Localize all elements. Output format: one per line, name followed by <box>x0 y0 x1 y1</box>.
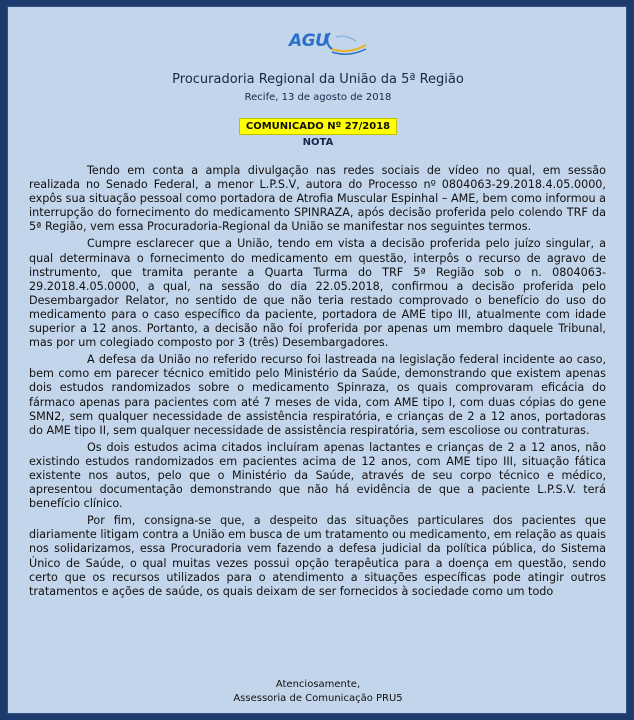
closing-signature: Assessoria de Comunicação PRU5 <box>233 693 403 704</box>
paragraph: Tendo em conta a ampla divulgação nas redes sociais de vídeo no qual, em sessão realizada no Senado Federal, a menor L.P.S.V, autora do Processo nº 0804063-29.2018.4.05.0000, expôs sua situação pessoal como portadora de Atrofia Muscular Espinhal – AME, bem como informou a interrupção do fornecimento do medicamento SPINRAZA, após decisão proferida pelo colendo TRF da 5ª Região, vem essa Procuradoria-Regional da União se manifestar nos seguintes termos. <box>29 164 606 234</box>
agu-logo-wave-icon <box>286 27 368 59</box>
document-page <box>7 6 627 714</box>
document-subtitle: NOTA <box>302 137 334 148</box>
document-date: Recife, 13 de agosto de 2018 <box>244 92 392 103</box>
agu-logo <box>286 27 368 59</box>
office-title: Procuradoria Regional da União da 5ª Região <box>172 72 464 87</box>
closing-salutation: Atenciosamente, <box>275 679 361 690</box>
paragraph: Por fim, consigna-se que, a despeito das situações particulares dos pacientes que diariamente litigam contra a União em busca de um tratamento ou medicamento, em relação as quais nos solidarizamos, essa Procuradoria vem fazendo a defesa judicial da política pública, do Sistema Único de Saúde, o qual muitas vezes possui opção terapêutica para a doença em questão, sendo certo que os recursos utilizados para o atendimento a situações específicas pode atingir outros tratamentos e ações de saúde, os quais deixam de ser fornecidos à sociedade como um todo <box>29 514 606 598</box>
badge-wrapper <box>8 114 627 135</box>
paragraph: A defesa da União no referido recurso foi lastreada na legislação federal incidente ao caso, bem como em parecer técnico emitido pelo Ministério da Saúde, demonstrando que existem apenas dois estudos randomizados sobre o medicamento Spinraza, os quais comprovaram eficácia do fármaco apenas para pacientes com até 7 meses de vida, com AME tipo I, com duas cópias do gene SMN2, sem qualquer necessidade de assistência respiratória, e crianças de 2 a 12 anos, portadoras do AME tipo II, sem qualquer necessidade de assistência respiratória, sem escoliose ou contraturas. <box>29 353 606 437</box>
paragraph: Os dois estudos acima citados incluíram apenas lactantes e crianças de 2 a 12 anos, não existindo estudos randomizados em pacientes acima de 12 anos, com AME tipo III, situação fática existente nos autos, pelo que o Ministério da Saúde, através de seu corpo técnico e médico, apresentou documentação demonstrando que não há evidência de que a paciente L.P.S.V. terá benefício clínico. <box>29 440 606 511</box>
communique-badge: COMUNICADO Nº 27/2018 <box>239 118 397 135</box>
agu-logo-text: AGU <box>289 31 329 51</box>
document-body <box>29 164 606 602</box>
paragraph: Cumpre esclarecer que a União, tendo em vista a decisão proferida pelo juízo singular, a qual determinava o fornecimento do medicamento em questão, interpôs o recurso de agravo de instrumento, que tramita perante a Quarta Turma do TRF 5ª Região sob o n. 0804063-29.2018.4.05.0000, a qual, na sessão do dia 22.05.2018, confirmou a decisão proferida pelo Desembargador Relator, no sentido de que não teria restado comprovado o benefício do uso do medicamento para o caso específico da paciente, portadora de AME tipo III, atualmente com idade superior a 12 anos. Portanto, a decisão não foi proferida por apenas um membro daquele Tribunal, mas por um colegiado composto por 3 (três) Desembargadores. <box>29 237 606 350</box>
